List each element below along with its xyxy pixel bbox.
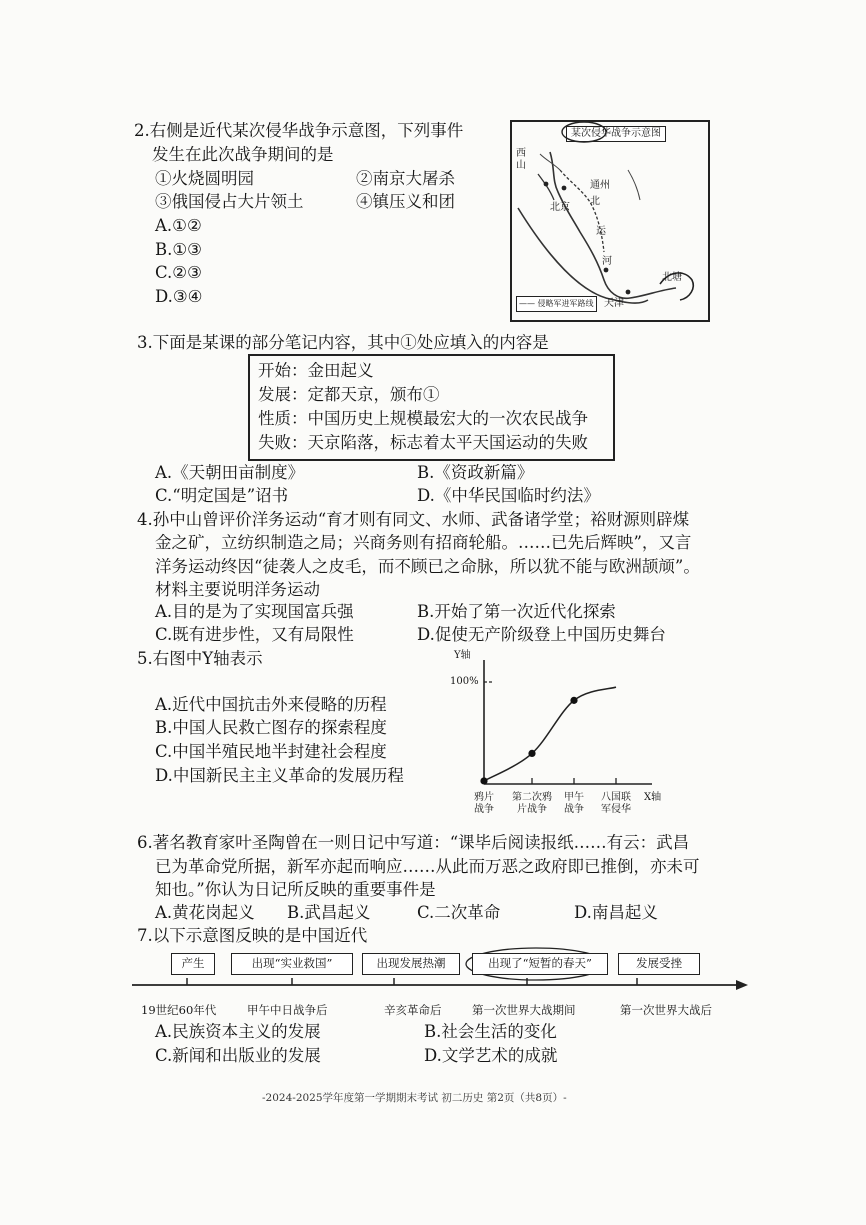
q5-option-d[interactable]: D.中国新民主主义革命的发展历程: [155, 766, 404, 785]
q5-option-b[interactable]: B.中国人民救亡图存的探索程度: [155, 718, 387, 737]
chart-x-label: X轴: [644, 792, 662, 803]
q3-note-development: 发展：定都天京，颁布①: [258, 385, 440, 404]
x-category-line: 片战争: [517, 804, 547, 815]
q3-note-start: 开始：金田起义: [258, 361, 374, 380]
chart-y-tick-label: 100%: [450, 676, 479, 687]
q5-chart: [440, 650, 680, 825]
q2-item-3: ③俄国侵占大片领土: [155, 192, 304, 211]
q3-option-d[interactable]: D.《中华民国临时约法》: [417, 486, 600, 505]
q4-option-d[interactable]: D.促使无产阶级登上中国历史舞台: [417, 625, 666, 644]
q6-option-d[interactable]: D.南昌起义: [574, 903, 658, 922]
q2-stem-line1: 2.右侧是近代某次侵华战争示意图，下列事件: [134, 121, 464, 140]
q7-stage-5: 发展受挫: [618, 953, 700, 975]
q6-stem-line3: 知也。”你认为日记所反映的重要事件是: [155, 880, 436, 899]
series-line: [484, 687, 616, 781]
q2-option-c[interactable]: C.②③: [155, 263, 202, 282]
q2-war-map: [510, 120, 710, 322]
x-category-line: 军侵华: [601, 804, 631, 815]
data-point: [570, 697, 577, 704]
q3-option-b[interactable]: B.《资政新篇》: [417, 463, 534, 482]
q7-time-3: 辛亥革命后: [384, 1003, 442, 1017]
q3-note-failure: 失败：天京陷落，标志着太平天国运动的失败: [258, 433, 588, 452]
q5-option-c[interactable]: C.中国半殖民地半封建社会程度: [155, 742, 387, 761]
q7-option-b[interactable]: B.社会生活的变化: [424, 1022, 557, 1041]
map-label-xishan: 西山: [516, 148, 526, 171]
q3-notes-box: [248, 354, 615, 461]
q4-stem-line2: 金之矿，立纺织制造之局；兴商务则有招商轮船。……已先后辉映”，又言: [155, 533, 692, 552]
q5-stem: 5.右图中Y轴表示: [137, 649, 263, 668]
q3-option-a[interactable]: A.《天朝田亩制度》: [155, 463, 305, 482]
q4-stem-line4: 材料主要说明洋务运动: [155, 580, 320, 599]
q7-stage-3: 出现发展热潮: [362, 953, 460, 975]
data-point: [480, 777, 487, 784]
x-category-line: 八国联: [601, 792, 631, 803]
q7-option-c[interactable]: C.新闻和出版业的发展: [155, 1046, 321, 1065]
q7-time-5: 第一次世界大战后: [620, 1003, 712, 1017]
q7-time-1: 19世纪60年代: [141, 1003, 217, 1017]
q5-option-a[interactable]: A.近代中国抗击外来侵略的历程: [155, 695, 387, 714]
map-routes: [510, 120, 710, 322]
map-label-beitang: 北塘: [662, 272, 682, 283]
q4-option-c[interactable]: C.既有进步性，又有局限性: [155, 625, 354, 644]
q2-option-d[interactable]: D.③④: [155, 287, 203, 306]
q7-option-a[interactable]: A.民族资本主义的发展: [155, 1022, 321, 1041]
q2-option-b[interactable]: B.①③: [155, 240, 202, 259]
q6-stem-line1: 6.著名教育家叶圣陶曾在一则日记中写道：“课毕后阅读报纸……有云：武昌: [137, 833, 690, 852]
page-footer: -2024-2025学年度第一学期期末考试 初二历史 第2页（共8页）-: [262, 1092, 567, 1104]
q2-item-1: ①火烧圆明园: [155, 169, 254, 188]
x-category-line: 鸦片: [474, 792, 494, 803]
q7-stage-4: 出现了“短暂的春天”: [472, 953, 608, 975]
map-label-bei: 北: [590, 196, 600, 207]
q7-option-d[interactable]: D.文学艺术的成就: [424, 1046, 558, 1065]
q7-stage-2: 出现“实业救国”: [231, 953, 353, 975]
q6-option-b[interactable]: B.武昌起义: [287, 903, 371, 922]
q3-option-c[interactable]: C.“明定国是”诏书: [155, 486, 289, 505]
q4-stem-line1: 4.孙中山曾评价洋务运动“育才则有同文、水师、武备诸学堂；裕财源则辟煤: [137, 510, 690, 529]
q3-note-nature: 性质：中国历史上规模最宏大的一次农民战争: [258, 409, 588, 428]
map-label-he: 河: [602, 256, 612, 267]
q7-stage-1: 产生: [171, 953, 215, 975]
chart-y-label: Y轴: [454, 650, 471, 661]
map-label-yun: 运: [596, 226, 606, 237]
q7-stem: 7.以下示意图反映的是中国近代: [137, 926, 368, 945]
q2-item-2: ②南京大屠杀: [356, 169, 455, 188]
x-category-line: 第二次鸦: [512, 792, 552, 803]
q6-option-a[interactable]: A.黄花岗起义: [155, 903, 255, 922]
map-label-tongzhou: 通州: [590, 180, 610, 191]
q4-option-b[interactable]: B.开始了第一次近代化探索: [417, 602, 616, 621]
x-category-line: 战争: [474, 804, 494, 815]
map-label-beijing-left: 北京: [550, 202, 570, 213]
q2-option-a[interactable]: A.①②: [155, 216, 202, 235]
q3-stem: 3.下面是某课的部分笔记内容，其中①处应填入的内容是: [137, 333, 549, 352]
q2-item-4: ④镇压义和团: [356, 192, 455, 211]
q2-stem-line2: 发生在此次战争期间的是: [152, 145, 334, 164]
q6-option-c[interactable]: C.二次革命: [417, 903, 501, 922]
map-label-tianjin: 天津: [604, 298, 624, 309]
x-category-line: 甲午: [564, 792, 584, 803]
map-title: 某次侵华战争示意图: [566, 126, 666, 142]
data-point: [528, 750, 535, 757]
q7-time-2: 甲午中日战争后: [247, 1003, 328, 1017]
x-category-line: 战争: [564, 804, 584, 815]
q6-stem-line2: 已为革命党所据，新军亦起而响应……从此而万恶之政府即已推倒，亦未可: [155, 857, 700, 876]
map-legend: —— 侵略军进军路线: [516, 296, 597, 312]
q7-time-4: 第一次世界大战期间: [472, 1003, 576, 1017]
x-category-label: [588, 792, 644, 816]
q4-option-a[interactable]: A.目的是为了实现国富兵强: [155, 602, 354, 621]
q4-stem-line3: 洋务运动终因“徒袭人之皮毛，而不顾已之命脉，所以犹不能与欧洲颉颃”。: [155, 557, 700, 576]
